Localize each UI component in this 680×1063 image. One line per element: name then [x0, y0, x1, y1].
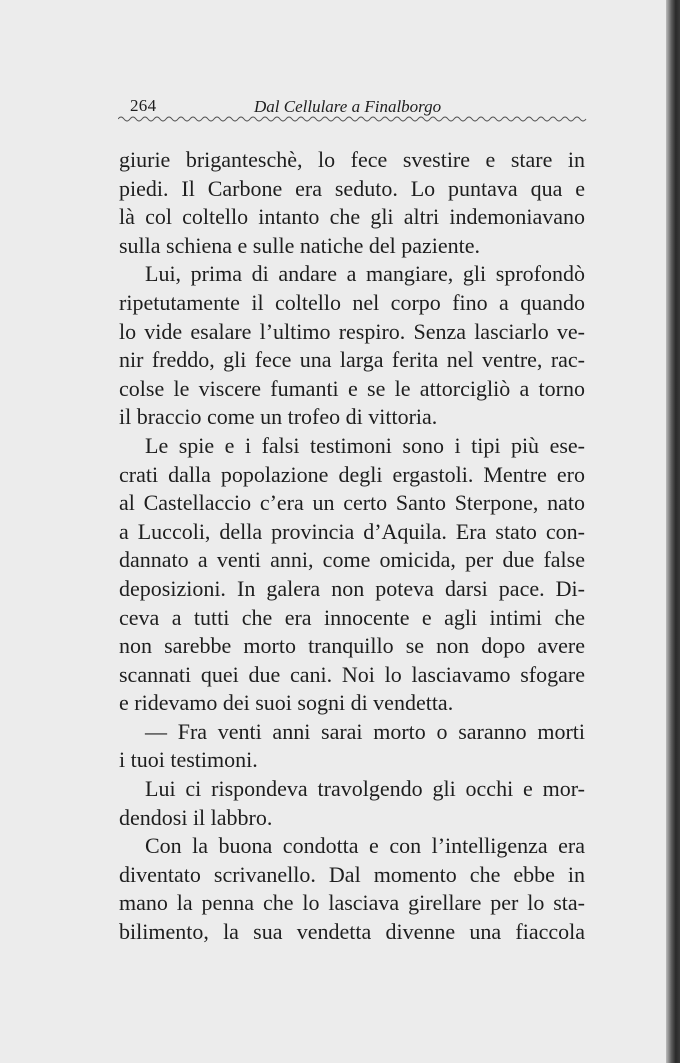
running-title: Dal Cellulare a Finalborgo: [254, 97, 442, 116]
text-line: ceva a tutti che era innocente e agli intimi che: [119, 604, 585, 630]
text-line: dendosi il labbro.: [119, 804, 273, 830]
body-text: [119, 146, 585, 947]
text-line: crati dalla popolazione degli ergastoli. Mentre ero: [119, 461, 585, 487]
text-line: lo vide esalare l’ultimo respiro. Senza lasciarlo ve-: [119, 318, 585, 344]
text-line: — Fra venti anni sarai morto o saranno morti: [145, 718, 585, 744]
text-line: non sarebbe morto tranquillo se non dopo avere: [119, 633, 585, 659]
text-line: nir freddo, gli fece una larga ferita nel ventre, rac-: [119, 347, 585, 373]
text-line: colse le viscere fumanti e se le attorcigliò a torno: [119, 375, 585, 401]
text-line: bilimento, la sua vendetta divenne una fiaccola: [119, 919, 585, 945]
text-line: piedi. Il Carbone era seduto. Lo puntava qua e: [119, 175, 585, 201]
text-line: Lui ci rispondeva travolgendo gli occhi e mor-: [145, 776, 585, 802]
text-line: diventato scrivanello. Dal momento che ebbe in: [119, 861, 585, 887]
text-line: deposizioni. In galera non poteva darsi pace. Di-: [119, 575, 585, 601]
text-line: sulla schiena e sulle natiche del paziente.: [119, 232, 481, 258]
text-line: a Luccoli, della provincia d’Aquila. Era stato con-: [119, 518, 585, 544]
page-number: 264: [130, 96, 157, 115]
text-line: Con la buona condotta e con l’intelligenza era: [145, 833, 585, 859]
page-binding-edge: [666, 0, 680, 1063]
text-line: là col coltello intanto che gli altri indemoniavano: [119, 204, 585, 230]
text-line: ripetutamente il coltello nel corpo fino a quando: [119, 289, 585, 315]
text-line: i tuoi testimoni.: [119, 747, 258, 773]
text-line: Le spie e i falsi testimoni sono i tipi più ese-: [145, 432, 585, 458]
text-line: al Castellaccio c’era un certo Santo Sterpone, nato: [119, 490, 585, 516]
header-wavy-rule: [118, 114, 588, 124]
text-line: dannato a venti anni, come omicida, per due false: [119, 547, 585, 573]
text-line: Lui, prima di andare a mangiare, gli sprofondò: [145, 261, 585, 287]
text-line: e ridevamo dei suoi sogni di vendetta.: [119, 690, 454, 716]
text-line: mano la penna che lo lasciava girellare per lo sta-: [119, 890, 585, 916]
text-line: scannati quei due cani. Noi lo lasciavamo sfogare: [119, 661, 585, 687]
text-line: giurie briganteschè, lo fece svestire e stare in: [119, 147, 585, 172]
text-line: il braccio come un trofeo di vittoria.: [119, 404, 438, 430]
